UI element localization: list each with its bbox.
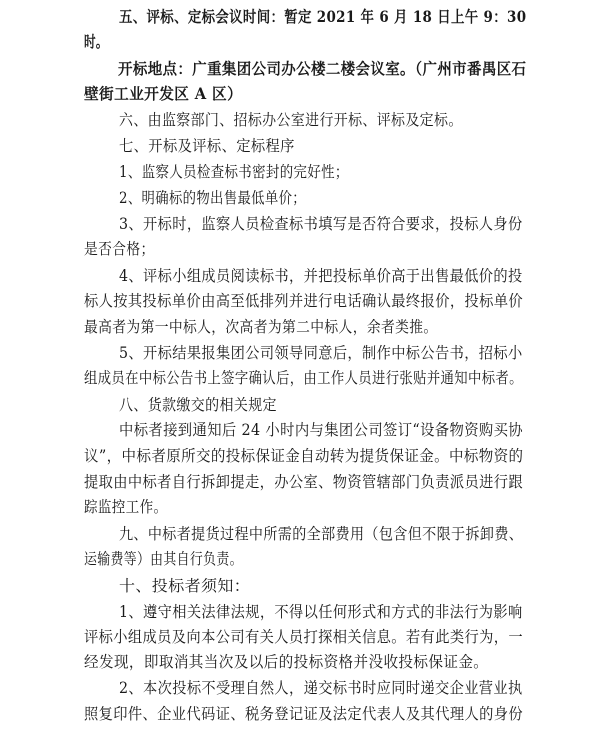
text-line: 十、投标者须知： xyxy=(119,577,251,595)
text-line: 六、由监察部门、招标办公室进行开标、评标及定标。 xyxy=(119,111,463,129)
text-line: 5、开标结果报集团公司领导同意后，制作中标公告书，招标小 xyxy=(119,344,523,362)
text-line: 八、货款缴交的相关规定 xyxy=(119,396,277,414)
text-line: 开标地点：广重集团公司办公楼二楼会议室。（广州市番禺区石 xyxy=(118,59,527,78)
text-line: 时。 xyxy=(84,32,108,51)
text-line: 照复印件、企业代码证、税务登记证及法定代表人及其代理人的身份 xyxy=(84,705,523,723)
text-line: 是否合格； xyxy=(84,240,155,258)
text-line: 经发现，即取消其当次及以后的投标资格并没收投标保证金。 xyxy=(84,653,489,671)
text-line: 标人按其投标单价由高至低排列并进行电话确认最终报价，投标单价 xyxy=(84,292,523,310)
text-line: 1、遵守相关法律法规，不得以任何形式和方式的非法行为影响 xyxy=(119,603,523,621)
text-line: 组成员在中标公告书上签字确认后，由工作人员进行张贴并通知中标者。 xyxy=(84,369,523,387)
text-line: 九、中标者提货过程中所需的全部费用（包含但不限于拆卸费、 xyxy=(119,525,524,543)
text-line: 七、开标及评标、定标程序 xyxy=(119,137,295,155)
text-line: 提取由中标者自行拆卸提走，办公室、物资管辖部门负责派员进行跟 xyxy=(84,473,523,491)
text-line: 3、开标时，监察人员检查标书填写是否符合要求，投标人身份 xyxy=(119,215,523,233)
text-line: 壁街工业开发区 A 区） xyxy=(84,84,243,103)
text-line: 踪监控工作。 xyxy=(84,498,168,516)
text-line: 2、本次投标不受理自然人，递交标书时应同时递交企业营业执 xyxy=(119,679,523,697)
text-line: 运输费等）由其自行负责。 xyxy=(84,550,243,568)
text-line: 五、评标、定标会议时间：暂定 2021 年 6 月 18 日上午 9：30 xyxy=(119,7,527,26)
text-line: 议”，中标者原所交的投标保证金自动转为提货保证金。中标物资的 xyxy=(84,447,524,465)
text-line: 4、评标小组成员阅读标书，并把投标单价高于出售最低价的投 xyxy=(119,267,523,285)
text-line: 中标者接到通知后 24 小时内与集团公司签订“设备物资购买协 xyxy=(119,421,524,439)
text-line: 2、明确标的物出售最低单价； xyxy=(119,189,306,207)
text-line: 评标小组成员及向本公司有关人员打探相关信息。若有此类行为，一 xyxy=(84,628,523,646)
text-line: 1、监察人员检查标书密封的完好性； xyxy=(119,163,349,181)
text-line: 最高者为第一中标人，次高者为第二中标人，余者类推。 xyxy=(84,318,438,336)
